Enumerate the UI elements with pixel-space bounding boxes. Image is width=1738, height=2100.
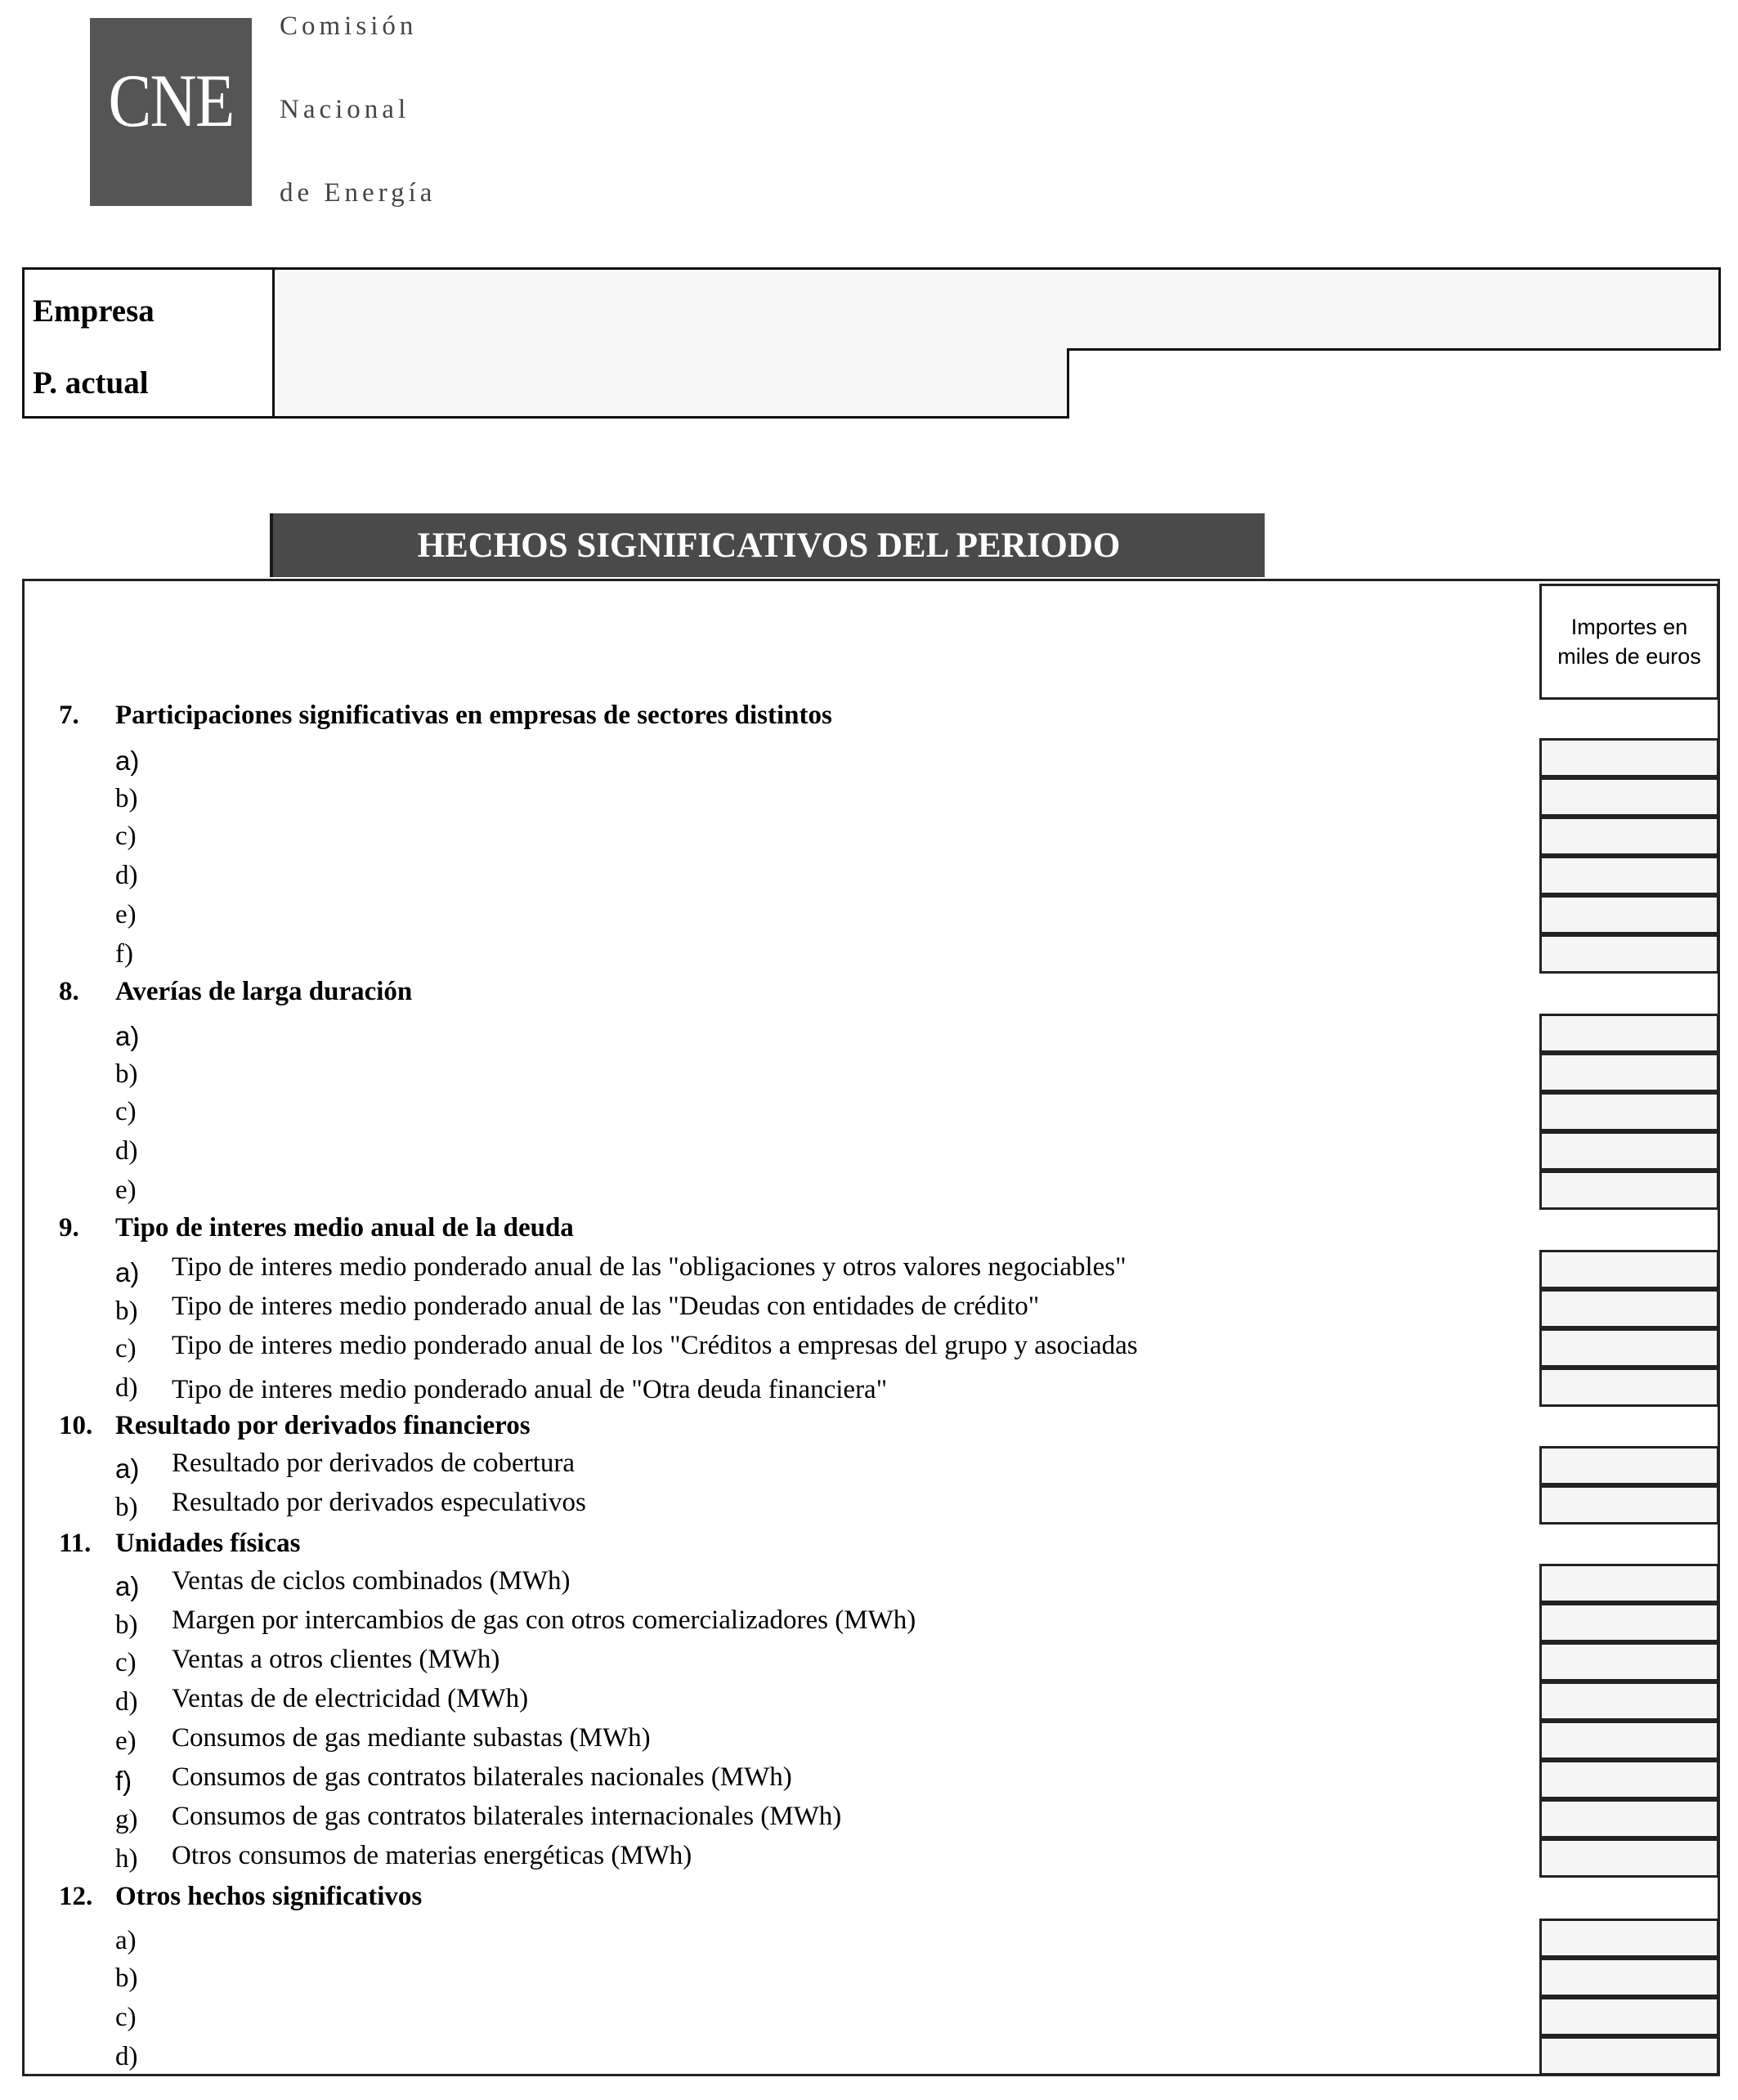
section-number: 12. [59, 1882, 93, 1911]
item-letter: c) [115, 1097, 137, 1126]
section-number: 7. [59, 701, 79, 730]
logo-mark: CNE [108, 59, 234, 142]
item-letter: d) [115, 2042, 138, 2071]
item-text: Consumos de gas mediante subastas (MWh) [172, 1723, 651, 1753]
cne-logo [90, 18, 252, 206]
amount-cell[interactable] [1539, 1446, 1719, 1485]
item-letter: e) [115, 1726, 137, 1756]
item-letter: b) [115, 1610, 138, 1640]
amount-cell[interactable] [1539, 1250, 1719, 1289]
item-letter: d) [115, 861, 138, 890]
item-letter: b) [115, 784, 138, 813]
item-letter: a) [115, 1926, 137, 1955]
empresa-field[interactable] [272, 270, 1718, 348]
item-letter: c) [115, 2003, 137, 2032]
amount-cell[interactable] [1539, 817, 1719, 856]
item-letter: g) [115, 1805, 138, 1834]
item-letter: f) [115, 1766, 132, 1796]
amount-cell[interactable] [1539, 1368, 1719, 1407]
amount-cell[interactable] [1539, 1997, 1719, 2036]
amount-cell[interactable] [1539, 1564, 1719, 1603]
logo-line-2: Nacional [280, 95, 410, 124]
item-text: Resultado por derivados de cobertura [172, 1449, 576, 1478]
amount-cell[interactable] [1539, 1919, 1719, 1958]
item-letter: b) [115, 1963, 138, 1993]
amount-cell[interactable] [1539, 738, 1719, 777]
empresa-label: Empresa [33, 293, 155, 329]
logo-line-3: de Energía [280, 178, 437, 208]
item-letter: a) [115, 1571, 140, 1601]
amount-cell[interactable] [1539, 1053, 1719, 1092]
amount-cell[interactable] [1539, 2036, 1719, 2075]
amount-cell[interactable] [1539, 1958, 1719, 1997]
item-text: Margen por intercambios de gas con otros comercializadores (MWh) [172, 1605, 916, 1635]
item-letter: d) [115, 1136, 138, 1166]
amount-cell[interactable] [1539, 895, 1719, 934]
item-letter: a) [115, 746, 140, 776]
amount-cell[interactable] [1539, 1014, 1719, 1053]
logo-line-1: Comisión [280, 11, 418, 41]
item-text: Ventas a otros clientes (MWh) [172, 1645, 500, 1674]
item-letter: e) [115, 1175, 137, 1205]
section-title: Resultado por derivados financieros [115, 1411, 531, 1440]
section-title: Otros hechos significativos [115, 1882, 423, 1911]
item-letter: a) [115, 1257, 140, 1287]
amount-header-line-1: Importes en [1570, 615, 1688, 639]
amount-cell[interactable] [1539, 1721, 1719, 1760]
amount-cell[interactable] [1539, 1328, 1719, 1368]
section-number: 9. [59, 1213, 79, 1243]
amount-cell[interactable] [1539, 1838, 1719, 1878]
item-letter: f) [115, 939, 133, 969]
section-title: Tipo de interes medio anual de la deuda [115, 1213, 574, 1243]
item-letter: d) [115, 1373, 138, 1403]
item-text: Consumos de gas contratos bilaterales nacionales (MWh) [172, 1762, 792, 1792]
item-letter: a) [115, 1453, 140, 1484]
empresa-row [22, 267, 1721, 351]
amount-cell[interactable] [1539, 1289, 1719, 1328]
amount-cell[interactable] [1539, 1681, 1719, 1721]
amount-header-line-2: miles de euros [1557, 644, 1701, 669]
item-letter: e) [115, 900, 137, 929]
item-letter: c) [115, 822, 137, 851]
item-text: Resultado por derivados especulativos [172, 1488, 586, 1517]
item-text: Tipo de interes medio ponderado anual de las "Deudas con entidades de crédito" [172, 1292, 1040, 1321]
periodo-label: P. actual [33, 365, 149, 401]
item-letter: b) [115, 1493, 138, 1522]
section-title-band [270, 513, 1265, 577]
amount-cell[interactable] [1539, 1092, 1719, 1131]
amount-cell[interactable] [1539, 1485, 1719, 1525]
amount-column-header [1539, 584, 1719, 700]
item-text: Tipo de interes medio ponderado anual de las "obligaciones y otros valores negociables" [172, 1252, 1127, 1282]
amount-cell[interactable] [1539, 1171, 1719, 1210]
item-letter: b) [115, 1296, 138, 1326]
amount-cell[interactable] [1539, 1642, 1719, 1681]
section-number: 8. [59, 977, 79, 1006]
section-title: Averías de larga duración [115, 977, 413, 1006]
page-title: HECHOS SIGNIFICATIVOS DEL PERIODO [417, 526, 1121, 565]
item-letter: c) [115, 1334, 137, 1363]
amount-cell[interactable] [1539, 777, 1719, 817]
section-title: Participaciones significativas en empresas de sectores distintos [115, 701, 832, 730]
amount-cell[interactable] [1539, 934, 1719, 974]
amount-cell[interactable] [1539, 1603, 1719, 1642]
periodo-row [22, 348, 1069, 419]
amount-cell[interactable] [1539, 1799, 1719, 1838]
item-text: Ventas de de electricidad (MWh) [172, 1684, 529, 1713]
periodo-field[interactable] [272, 348, 1067, 416]
item-text: Consumos de gas contratos bilaterales internacionales (MWh) [172, 1802, 842, 1831]
item-letter: a) [115, 1021, 140, 1051]
amount-cell[interactable] [1539, 1131, 1719, 1171]
item-text: Tipo de interes medio ponderado anual de los "Créditos a empresas del grupo y asociadas [172, 1331, 1138, 1360]
amount-cell[interactable] [1539, 1760, 1719, 1799]
section-number: 11. [59, 1529, 92, 1558]
section-number: 10. [59, 1411, 93, 1440]
item-letter: d) [115, 1687, 138, 1717]
amount-cell[interactable] [1539, 856, 1719, 895]
item-letter: h) [115, 1844, 138, 1874]
item-text: Tipo de interes medio ponderado anual de "Otra deuda financiera" [172, 1375, 888, 1404]
item-text: Otros consumos de materias energéticas (MWh) [172, 1841, 692, 1870]
item-letter: b) [115, 1059, 138, 1089]
item-letter: c) [115, 1648, 137, 1677]
section-title: Unidades físicas [115, 1529, 301, 1558]
item-text: Ventas de ciclos combinados (MWh) [172, 1566, 571, 1596]
